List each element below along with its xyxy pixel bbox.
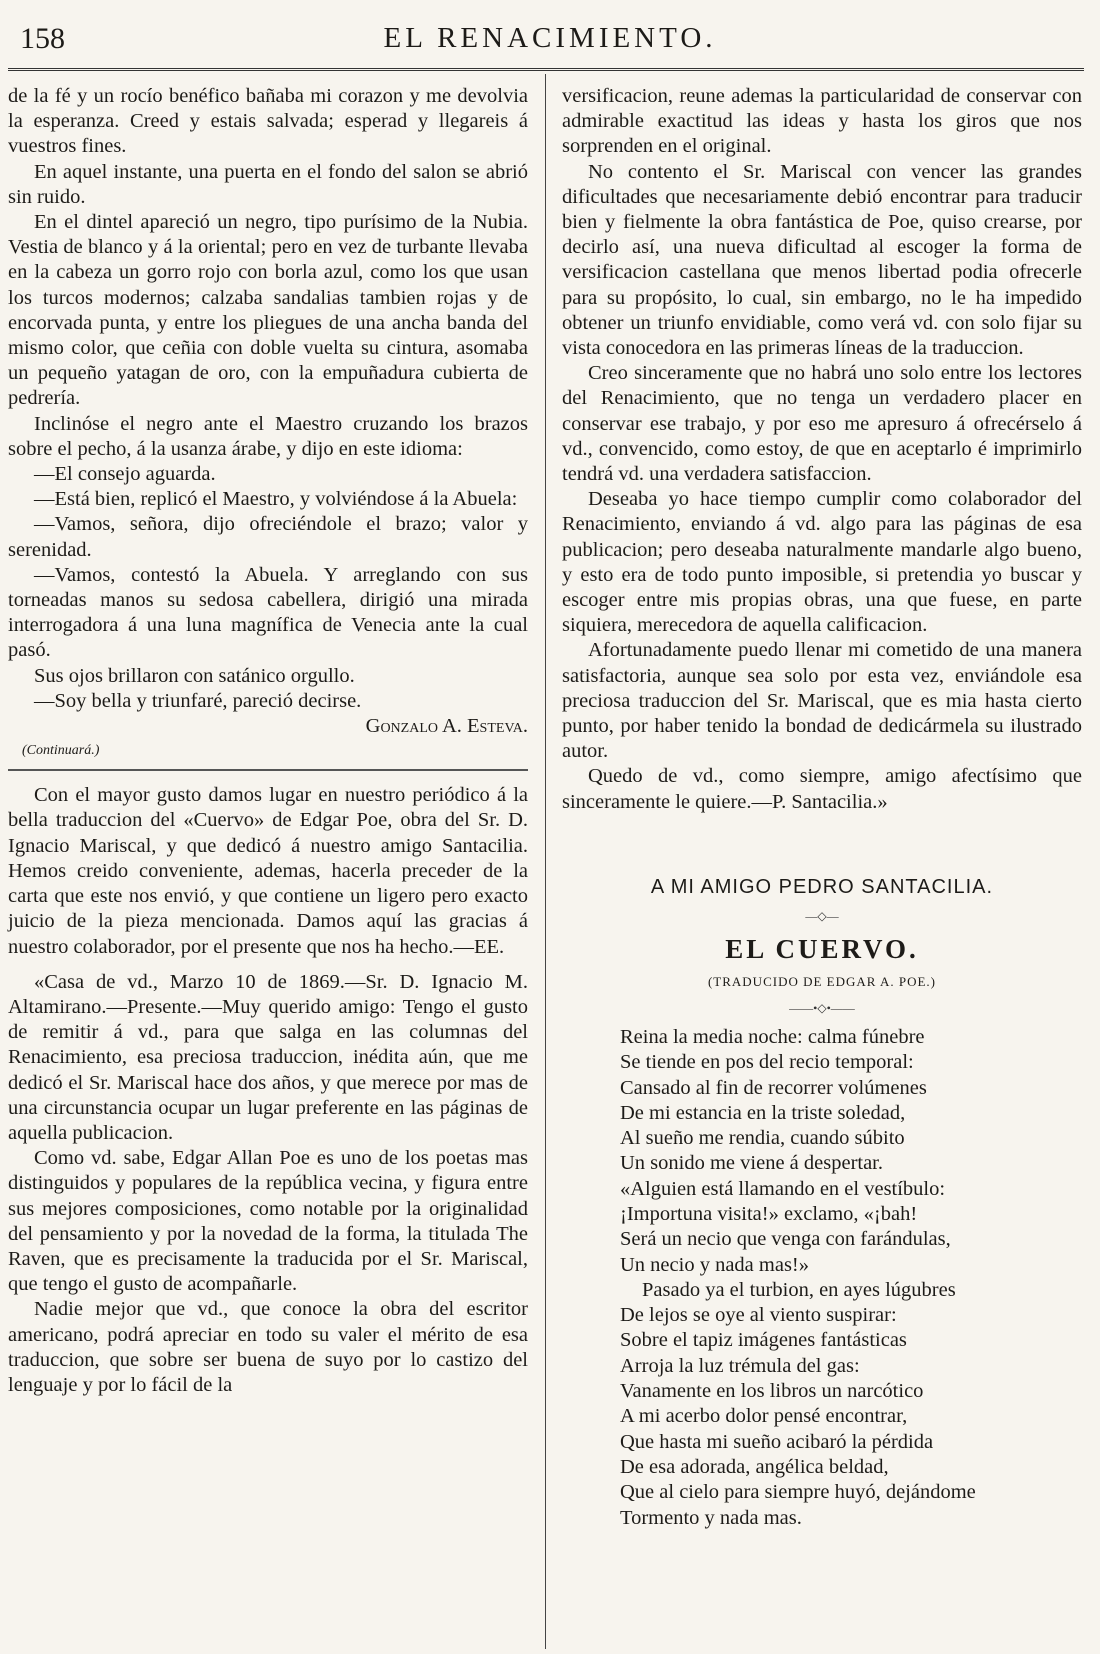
page-number: 158 bbox=[20, 22, 65, 55]
poem-line: Al sueño me rendia, cuando súbito bbox=[620, 1127, 905, 1150]
story-paragraph: —Está bien, replicó el Maestro, y volviéndose á la Abuela: bbox=[34, 488, 518, 511]
letter-paragraph: versificacion, reune ademas la particularidad de conservar con admirable exactitud las ideas y hasta los giros que nos sorprenden en el original. bbox=[562, 85, 1082, 158]
story-paragraph: —Soy bella y triunfaré, pareció decirse. bbox=[34, 689, 362, 712]
story-paragraph: En aquel instante, una puerta en el fondo del salon se abrió sin ruido. bbox=[8, 160, 528, 208]
letter-paragraph: Como vd. sabe, Edgar Allan Poe es uno de los poetas mas distinguidos y populares de la república vecina, y figura entre sus mejores composiciones, como notable por la originalidad del pensamiento y por la novedad de la forma, la titulada The Raven, que es precisamente la traducida por el Sr. Mariscal, que tengo el gusto de acompañarle. bbox=[8, 1147, 528, 1296]
poem-line: De lejos se oye al viento suspirar: bbox=[620, 1304, 897, 1327]
continued-note: (Continuará.) bbox=[22, 743, 100, 759]
poem-stanza bbox=[562, 1025, 1082, 1531]
column-divider bbox=[545, 74, 546, 1649]
story-paragraph: Sus ojos brillaron con satánico orgullo. bbox=[34, 664, 355, 687]
poem-line: Será un necio que venga con farándulas, bbox=[620, 1228, 951, 1251]
story-paragraph: —El consejo aguarda. bbox=[34, 463, 216, 486]
poem-line: Arroja la luz trémula del gas: bbox=[620, 1354, 860, 1377]
ornament-divider: —◇— bbox=[805, 909, 839, 924]
right-column bbox=[562, 84, 1082, 1531]
letter-paragraph: Afortunadamente puedo llenar mi cometido de una manera satisfactoria, aunque sea solo por esta vez, enviándole esa preciosa traduccion del Sr. Mariscal, que es mia hasta cierto punto, por haber tenido la bondad de dedicármela su ilustrado autor. bbox=[562, 639, 1082, 763]
poem-line: Reina la media noche: calma fúnebre bbox=[620, 1025, 925, 1048]
poem-line: «Alguien está llamando en el vestíbulo: bbox=[620, 1177, 946, 1200]
poem-line: Que al cielo para siempre huyó, dejándome bbox=[620, 1481, 976, 1504]
story-paragraph: Inclinóse el negro ante el Maestro cruzando los brazos sobre el pecho, á la usanza árabe, y dijo en este idioma: bbox=[8, 412, 528, 460]
poem-line: De mi estancia en la triste soledad, bbox=[620, 1101, 906, 1124]
poem-line: Tormento y nada mas. bbox=[620, 1506, 802, 1529]
story-paragraph: —Vamos, señora, dijo ofreciéndole el brazo; valor y serenidad. bbox=[8, 513, 528, 561]
letter-paragraph: Creo sinceramente que no habrá uno solo entre los lectores del Renacimiento, que no tenga un verdadero placer en conservar ese trabajo, y por eso me apresuro á ofrecérselo á vd., convencido, como estoy, de que en aceptarlo é imprimirlo tendrá vd. una verdadera satisfaccion. bbox=[562, 362, 1082, 486]
poem-title: EL CUERVO. bbox=[725, 934, 919, 965]
poem-line: ¡Importuna visita!» exclamo, «¡bah! bbox=[620, 1202, 918, 1225]
ornament-divider: ——•◇•—— bbox=[789, 1000, 855, 1015]
poem-dedication: A MI AMIGO PEDRO SANTACILIA. bbox=[650, 875, 994, 898]
story-paragraph: —Vamos, contestó la Abuela. Y arreglando con sus torneadas manos su sedosa cabellera, dirigió una mirada interrogadora á una luna magnífica de Venecia ante la cual pasó. bbox=[8, 563, 528, 662]
poem-line: Pasado ya el turbion, en ayes lúgubres bbox=[642, 1278, 956, 1301]
letter-paragraph: Quedo de vd., como siempre, amigo afectísimo que sinceramente le quiere.—P. Santacilia.» bbox=[562, 765, 1082, 813]
author-signature: Gonzalo A. Esteva. bbox=[365, 715, 528, 738]
page-header bbox=[20, 22, 1080, 58]
poem-line: Vanamente en los libros un narcótico bbox=[620, 1380, 924, 1403]
letter-paragraph: Deseaba yo hace tiempo cumplir como colaborador del Renacimiento, enviando á vd. algo para las páginas de esa publicacion; pero deseaba naturalmente mandarle algo bueno, y esto era de todo punto imposible, si pretendia yo buscar y escoger entre mis propias obras, una que fuese, en parte siquiera, merecedora de aquella calificacion. bbox=[562, 488, 1082, 637]
poem-line: Un sonido me viene á despertar. bbox=[620, 1152, 884, 1175]
poem-line: De esa adorada, angélica beldad, bbox=[620, 1455, 889, 1478]
poem-line: Un necio y nada mas!» bbox=[620, 1253, 809, 1276]
letter-paragraph: «Casa de vd., Marzo 10 de 1869.—Sr. D. Ignacio M. Altamirano.—Presente.—Muy querido amigo: Tengo el gusto de remitir á vd., para que salga en las columnas del Renacimiento, esa preciosa traduccion, inédita aún, que me dedicó el Sr. Mariscal hace dos años, y que merece por mas de una circunstancia ocupar un lugar preferente en las páginas de aquella publicacion. bbox=[8, 970, 528, 1144]
poem-line: Que hasta mi sueño acibaró la pérdida bbox=[620, 1430, 934, 1453]
poem-subtitle: (TRADUCIDO DE EDGAR A. POE.) bbox=[707, 973, 937, 989]
poem-line: Sobre el tapiz imágenes fantásticas bbox=[620, 1329, 907, 1352]
poem-line: A mi acerbo dolor pensé encontrar, bbox=[620, 1405, 908, 1428]
editor-note: Con el mayor gusto damos lugar en nuestro periódico á la bella traduccion del «Cuervo» de Edgar Poe, obra del Sr. D. Ignacio Mariscal, y que dedicó á nuestro amigo Santacilia. Hemos creido conveniente, ademas, hacerla preceder de la carta que este nos envió, y que contiene un ligero pero exacto juicio de la pieza mencionada. Damos aquí las gracias á nuestro colaborador, por el presente que nos ha hecho.—EE. bbox=[8, 784, 528, 958]
section-divider bbox=[8, 769, 528, 771]
letter-paragraph: Nadie mejor que vd., que conoce la obra del escritor americano, podrá apreciar en todo su valer el mérito de esa traduccion, que sobre ser buena de suyo por lo castizo del lenguaje y por lo fácil de la bbox=[8, 1298, 528, 1396]
poem-line: Se tiende en pos del recio temporal: bbox=[620, 1051, 914, 1074]
letter-paragraph: No contento el Sr. Mariscal con vencer las grandes dificultades que necesariamente debió encontrar para traducir bien y fielmente la obra fantástica de Poe, quiso crearse, por decirlo así, una nueva dificultad al escoger la forma de versificacion castellana que menos libertad podia ofrecerle para su propósito, lo cual, sin embargo, no le ha impedido obtener un triunfo envidiable, como verá vd. con solo fijar su vista conocedora en las primeras líneas de la traduccion. bbox=[562, 160, 1082, 360]
story-paragraph: de la fé y un rocío benéfico bañaba mi corazon y me devolvia la esperanza. Creed y estais salvada; esperad y llegareis á vuestros fines. bbox=[8, 85, 528, 158]
poem-line: Cansado al fin de recorrer volúmenes bbox=[620, 1076, 927, 1099]
left-column bbox=[8, 84, 528, 1398]
header-rule bbox=[8, 68, 1084, 71]
periodical-title: EL RENACIMIENTO. bbox=[383, 22, 717, 54]
story-paragraph: En el dintel apareció un negro, tipo purísimo de la Nubia. Vestia de blanco y á la oriental; pero en vez de turbante llevaba en la cabeza un gorro rojo con borla azul, como los que usan los turcos modernos; calzaba sandalias tambien rojas y de encorvada punta, y entre los pliegues de una ancha banda del mismo color, que ceñia con doble vuelta su cintura, asomaba un pequeño yatagan de oro, con la empuñadura cubierta de pedrería. bbox=[8, 211, 528, 410]
